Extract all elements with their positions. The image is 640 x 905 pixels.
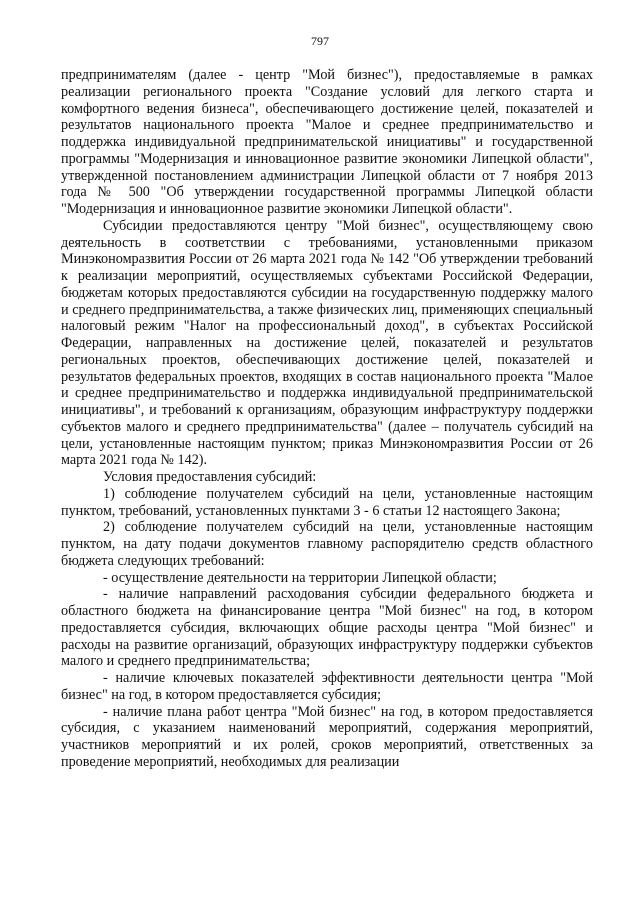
paragraph-continuation: предпринимателям (далее - центр "Мой бизнес"), предоставляемые в рамках реализации регионального проекта "Создание условий для легкого старта и комфортного ведения бизнеса", обеспечивающего достижение целей, показателей и результатов национального проекта "Малое и среднее предпринимательство и поддержка индивидуальной предпринимательской инициативы" и государственной программы "Модернизация и инновационное развитие экономики Липецкой области", утвержденной постановлением администрации Липецкой области от 7 ноября 2013 года № 500 "Об утверждении государственной программы Липецкой области "Модернизация и инновационное развитие экономики Липецкой области". <box>61 67 593 217</box>
paragraph-subsidies-recipient: Субсидии предоставляются центру "Мой бизнес", осуществляющему свою деятельность в соответствии с требованиями, установленными приказом Минэкономразвития России от 26 марта 2021 года № 142 "Об утверждении требований к реализации мероприятий, осуществляемых субъектами Российской Федерации, бюджетам которых предоставляются субсидии на государственную поддержку малого и среднего предпринимательства, а также физических лиц, применяющих специальный налоговый режим "Налог на профессиональный доход", в субъектах Российской Федерации, направленных на достижение целей, показателей и результатов региональных проектов, обеспечивающих достижение целей, показателей и результатов федеральных проектов, входящих в состав национального проекта "Малое и среднее предпринимательство и поддержка индивидуальной предпринимательской инициативы", и требований к организациям, образующим инфраструктуру поддержки субъектов малого и среднего предпринимательства" (далее – получатель субсидий на цели, установленные настоящим пунктом; приказ Минэкономразвития России от 26 марта 2021 года № 142). <box>61 217 593 469</box>
paragraph-requirement-spending: - наличие направлений расходования субсидии федерального бюджета и областного бюджета на финансирование центра "Мой бизнес" на год, в котором предоставляется субсидия, включающих общие расходы центра "Мой бизнес" и расходы на развитие организаций, образующих инфраструктуру поддержки субъектов малого и среднего предпринимательства; <box>61 586 593 670</box>
paragraph-requirement-work-plan: - наличие плана работ центра "Мой бизнес" на год, в котором предоставляется субсидия, с указанием наименований мероприятий, содержания мероприятий, участников мероприятий и их ролей, сроков мероприятий, ответственных за проведение мероприятий, необходимых для реализации <box>61 703 593 770</box>
paragraph-condition-2: 2) соблюдение получателем субсидий на цели, установленные настоящим пунктом, на дату подачи документов главному распорядителю средств областного бюджета следующих требований: <box>61 519 593 569</box>
page-number: 797 <box>311 34 329 48</box>
document-body <box>61 67 593 771</box>
paragraph-condition-1: 1) соблюдение получателем субсидий на цели, установленные настоящим пунктом, требований, установленных пунктами 3 - 6 статьи 12 настоящего Закона; <box>61 485 593 519</box>
paragraph-requirement-kpi: - наличие ключевых показателей эффективности деятельности центра "Мой бизнес" на год, в котором предоставляется субсидия; <box>61 670 593 703</box>
paragraph-requirement-territory: - осуществление деятельности на территории Липецкой области; <box>103 569 497 586</box>
paragraph-conditions-heading: Условия предоставления субсидий: <box>103 469 317 485</box>
